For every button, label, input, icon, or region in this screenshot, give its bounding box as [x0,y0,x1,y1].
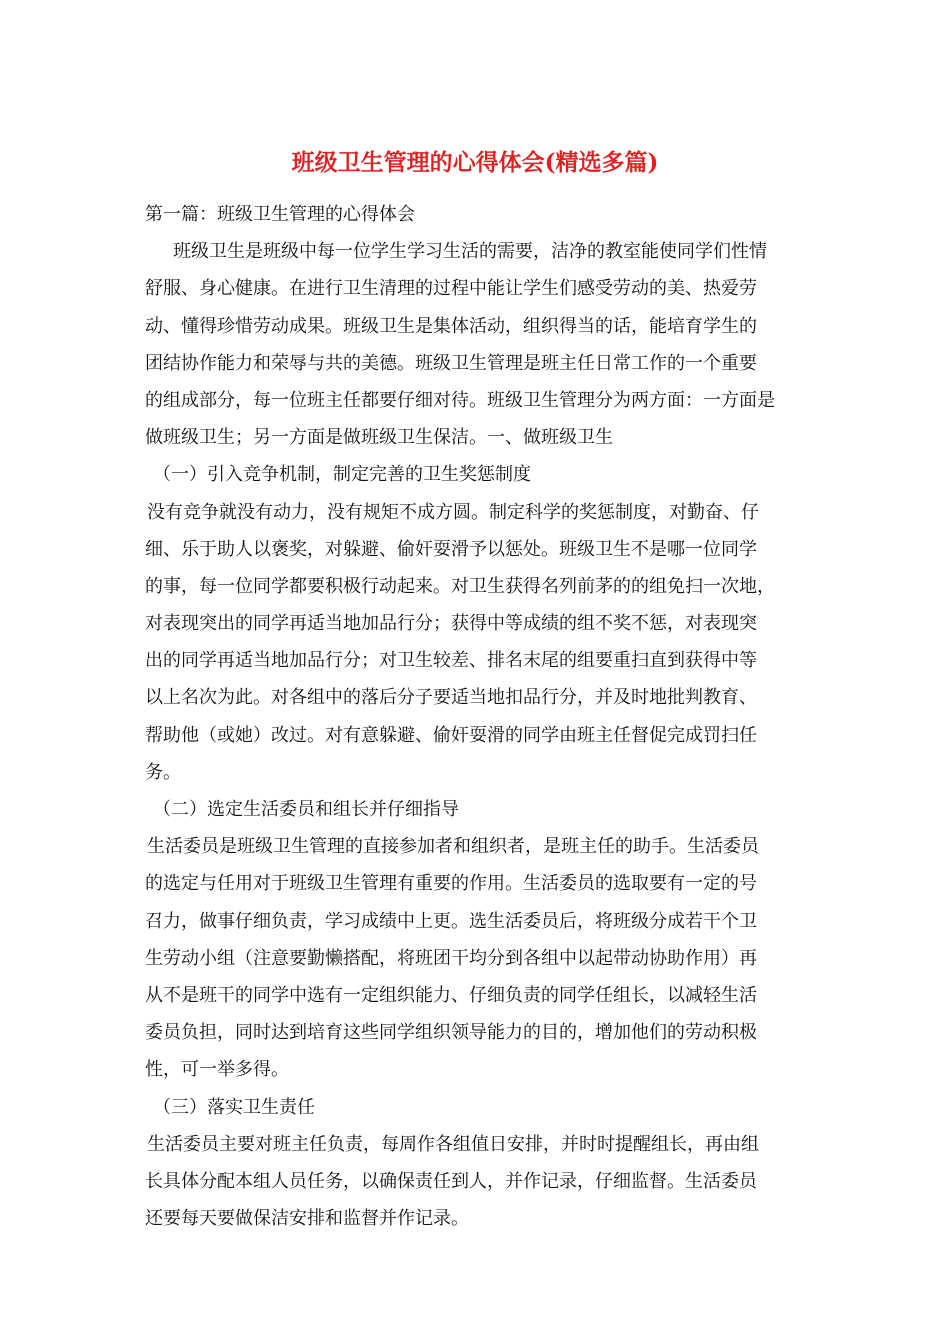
paragraph-line: 生活委员是班级卫生管理的直接参加者和组织者，是班主任的助手。生活委员 [147,836,759,858]
paragraph-line: 的事，每一位同学都要积极行动起来。对卫生获得名列前茅的的组免扫一次地， [145,575,775,597]
paragraph-line: 务。 [145,761,181,783]
paragraph-line: 动、懂得珍惜劳动成果。班级卫生是集体活动，组织得当的话，能培育学生的 [145,315,757,337]
paragraph-line: 帮助他（或她）改过。对有意躲避、偷奸耍滑的同学由班主任督促完成罚扫任 [145,724,757,746]
paragraph-line: 长具体分配本组人员任务，以确保责任到人，并作记录，仔细监督。生活委员 [145,1170,757,1192]
paragraph-line: 班级卫生是班级中每一位学生学习生活的需要，洁净的教室能使同学们性情 [173,241,767,263]
paragraph-line: 舒服、身心健康。在进行卫生清理的过程中能让学生们感受劳动的美、热爱劳 [145,278,757,300]
paragraph-line: 的组成部分，每一位班主任都要仔细对待。班级卫生管理分为两方面：一方面是 [145,389,775,411]
paragraph-line: 团结协作能力和荣辱与共的美德。班级卫生管理是班主任日常工作的一个重要 [145,352,757,374]
paragraph-line: 的选定与任用对于班级卫生管理有重要的作用。生活委员的选取要有一定的号 [145,873,757,895]
paragraph-line: 没有竞争就没有动力，没有规矩不成方圆。制定科学的奖惩制度，对勤奋、仔 [147,501,759,523]
subheading: （二）选定生活委员和组长并仔细指导 [153,799,459,820]
paragraph-line: 召力，做事仔细负责，学习成绩中上更。选生活委员后，将班级分成若干个卫 [145,910,757,932]
subheading: （一）引入竞争机制，制定完善的卫生奖惩制度 [153,464,531,486]
paragraph-line: 性，可一举多得。 [145,1059,289,1081]
paragraph-line: 以上名次为此。对各组中的落后分子要适当地扣品行分，并及时地批判教育、 [145,687,757,709]
paragraph-line: 对表现突出的同学再适当地加品行分；获得中等成绩的组不奖不惩，对表现突 [145,613,757,635]
document-body [145,196,807,1237]
paragraph-line: 细、乐于助人以褒奖，对躲避、偷奸耍滑予以惩处。班级卫生不是哪一位同学 [145,538,757,560]
paragraph-line: 做班级卫生；另一方面是做班级卫生保洁。一、做班级卫生 [145,427,613,449]
paragraph-line: 生活委员主要对班主任负责，每周作各组值日安排，并时时提醒组长，再由组 [147,1133,759,1155]
paragraph-line: 从不是班干的同学中选有一定组织能力、仔细负责的同学任组长，以减轻生活 [145,984,757,1006]
paragraph-line: 委员负担，同时达到培育这些同学组织领导能力的目的，增加他们的劳动积极 [145,1022,757,1044]
paragraph-line: 出的同学再适当地加品行分；对卫生较差、排名末尾的组要重扫直到获得中等 [145,650,757,672]
section-heading: 第一篇：班级卫生管理的心得体会 [145,204,415,225]
paragraph-line: 生劳动小组（注意要勤懒搭配，将班团干均分到各组中以起带动协助作用）再 [145,947,757,969]
subheading: （三）落实卫生责任 [153,1096,315,1118]
document-title: 班级卫生管理的心得体会(精选多篇) [291,149,659,176]
paragraph-line: 还要每天要做保洁安排和监督并作记录。 [145,1208,469,1230]
